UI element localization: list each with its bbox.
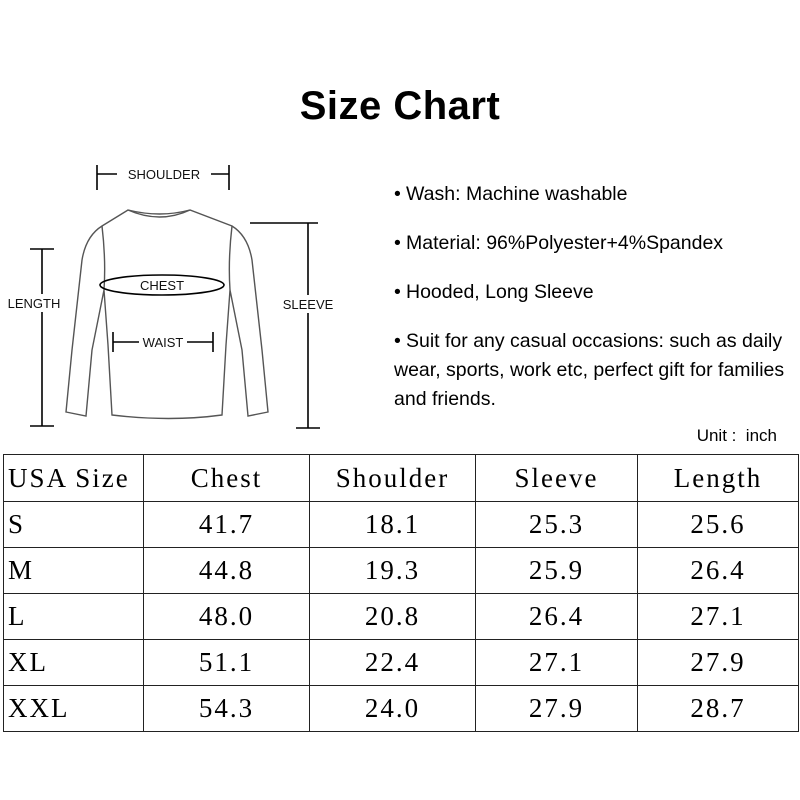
- column-header: USA Size: [4, 455, 144, 502]
- column-header: Length: [638, 455, 799, 502]
- page-title: Size Chart: [299, 84, 501, 128]
- bullet-icon: •: [394, 330, 401, 352]
- feature-text: Hooded, Long Sleeve: [406, 281, 594, 303]
- shoulder-cell: 19.3: [310, 548, 476, 594]
- length-label: LENGTH: [7, 296, 61, 311]
- size-cell: L: [4, 594, 144, 640]
- shoulder-cell: 18.1: [310, 502, 476, 548]
- shirt-measurement-diagram: [0, 150, 380, 435]
- column-header: Chest: [144, 455, 310, 502]
- sleeve-cell: 26.4: [476, 594, 638, 640]
- bullet-icon: •: [394, 281, 401, 303]
- feature-item: [394, 229, 794, 258]
- length-cell: 25.6: [638, 502, 799, 548]
- feature-text: Suit for any casual occasions: such as daily wear, sports, work etc, perfect gift for families and friends.: [394, 330, 785, 410]
- length-cell: 27.1: [638, 594, 799, 640]
- chest-cell: 54.3: [144, 686, 310, 732]
- sleeve-cell: 27.1: [476, 640, 638, 686]
- feature-item: [394, 180, 794, 209]
- feature-list: [394, 180, 794, 434]
- column-header: Shoulder: [310, 455, 476, 502]
- chest-cell: 41.7: [144, 502, 310, 548]
- sleeve-cell: 25.9: [476, 548, 638, 594]
- shirt-outline-icon: [66, 210, 268, 419]
- chest-label: CHEST: [139, 278, 185, 293]
- feature-item: [394, 278, 794, 307]
- bullet-icon: •: [394, 183, 401, 205]
- size-table: [3, 454, 799, 732]
- unit-label: Unit : inch: [696, 426, 777, 445]
- size-cell: XL: [4, 640, 144, 686]
- table-row: [4, 548, 799, 594]
- feature-text: Material: 96%Polyester+4%Spandex: [406, 232, 724, 254]
- chest-cell: 51.1: [144, 640, 310, 686]
- shoulder-cell: 20.8: [310, 594, 476, 640]
- waist-label: WAIST: [142, 335, 184, 350]
- length-cell: 26.4: [638, 548, 799, 594]
- shoulder-cell: 22.4: [310, 640, 476, 686]
- table-row: [4, 686, 799, 732]
- size-cell: XXL: [4, 686, 144, 732]
- table-row: [4, 594, 799, 640]
- feature-item: [394, 327, 794, 414]
- column-header: Sleeve: [476, 455, 638, 502]
- sleeve-cell: 25.3: [476, 502, 638, 548]
- sleeve-cell: 27.9: [476, 686, 638, 732]
- table-row: [4, 502, 799, 548]
- length-cell: 27.9: [638, 640, 799, 686]
- table-header-row: [4, 455, 799, 502]
- sleeve-label: SLEEVE: [282, 297, 334, 312]
- bullet-icon: •: [394, 232, 401, 254]
- feature-text: Wash: Machine washable: [406, 183, 628, 205]
- table-row: [4, 640, 799, 686]
- length-measure: [30, 249, 54, 426]
- shoulder-label: SHOULDER: [127, 167, 201, 182]
- chest-cell: 44.8: [144, 548, 310, 594]
- chest-cell: 48.0: [144, 594, 310, 640]
- length-cell: 28.7: [638, 686, 799, 732]
- size-cell: S: [4, 502, 144, 548]
- shoulder-cell: 24.0: [310, 686, 476, 732]
- sleeve-measure: [250, 223, 320, 428]
- size-cell: M: [4, 548, 144, 594]
